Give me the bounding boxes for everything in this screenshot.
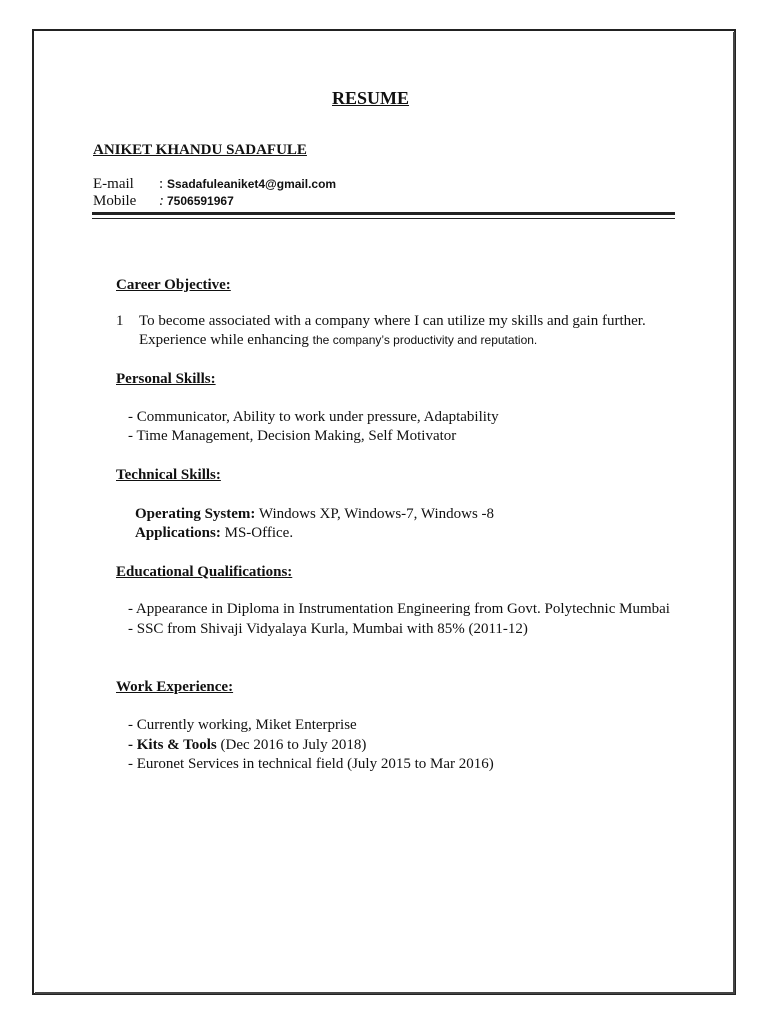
resume-title: RESUME: [332, 88, 410, 108]
mobile-label: Mobile: [93, 193, 137, 209]
work-item: - Euronet Services in technical field (July 2015 to Mar 2016): [128, 756, 494, 772]
candidate-name: ANIKET KHANDU SADAFULE: [93, 142, 307, 158]
operating-system-value: Windows XP, Windows-7, Windows -8: [255, 506, 495, 522]
mobile-row: [93, 193, 234, 210]
email-value: Ssadafuleaniket4@gmail.com: [167, 177, 337, 191]
education-heading: Educational Qualifications:: [116, 564, 293, 580]
header-rule-thin: [92, 218, 675, 219]
header-rule-thick: [92, 212, 675, 215]
work-item-bold-title: - Kits & Tools: [128, 737, 217, 753]
applications-value: MS-Office.: [220, 525, 294, 541]
education-item: - Appearance in Diploma in Instrumentation Engineering from Govt. Polytechnic Mumbai: [128, 601, 670, 617]
work-item: [128, 737, 366, 754]
career-objective-line-1: To become associated with a company where I can utilize my skills and gain further.: [139, 313, 646, 329]
email-row: [93, 176, 336, 193]
operating-system-label: Operating System:: [135, 506, 256, 522]
career-objective-heading: Career Objective:: [116, 277, 231, 293]
mobile-value: 7506591967: [167, 194, 234, 208]
personal-skill-item: - Time Management, Decision Making, Self Motivator: [128, 428, 457, 444]
applications-label: Applications:: [135, 525, 221, 541]
operating-system-row: [135, 506, 494, 523]
career-item-number: 1: [116, 313, 124, 329]
career-line-2-part-a: Experience while enhancing: [139, 332, 313, 348]
email-label: E-mail: [93, 176, 134, 192]
mobile-separator: :: [159, 193, 164, 209]
education-item: - SSC from Shivaji Vidyalaya Kurla, Mumbai with 85% (2011-12): [128, 621, 528, 637]
career-line-2-part-b: the company’s productivity and reputation.: [312, 333, 538, 347]
work-item-dates: (Dec 2016 to July 2018): [216, 737, 367, 753]
applications-row: [135, 525, 293, 542]
email-separator: :: [159, 176, 164, 192]
career-objective-line-2: [139, 332, 537, 349]
personal-skill-item: - Communicator, Ability to work under pressure, Adaptability: [128, 409, 499, 425]
work-item: - Currently working, Miket Enterprise: [128, 717, 357, 733]
technical-skills-heading: Technical Skills:: [116, 467, 221, 483]
personal-skills-heading: Personal Skills:: [116, 371, 216, 387]
work-experience-heading: Work Experience:: [116, 679, 234, 695]
